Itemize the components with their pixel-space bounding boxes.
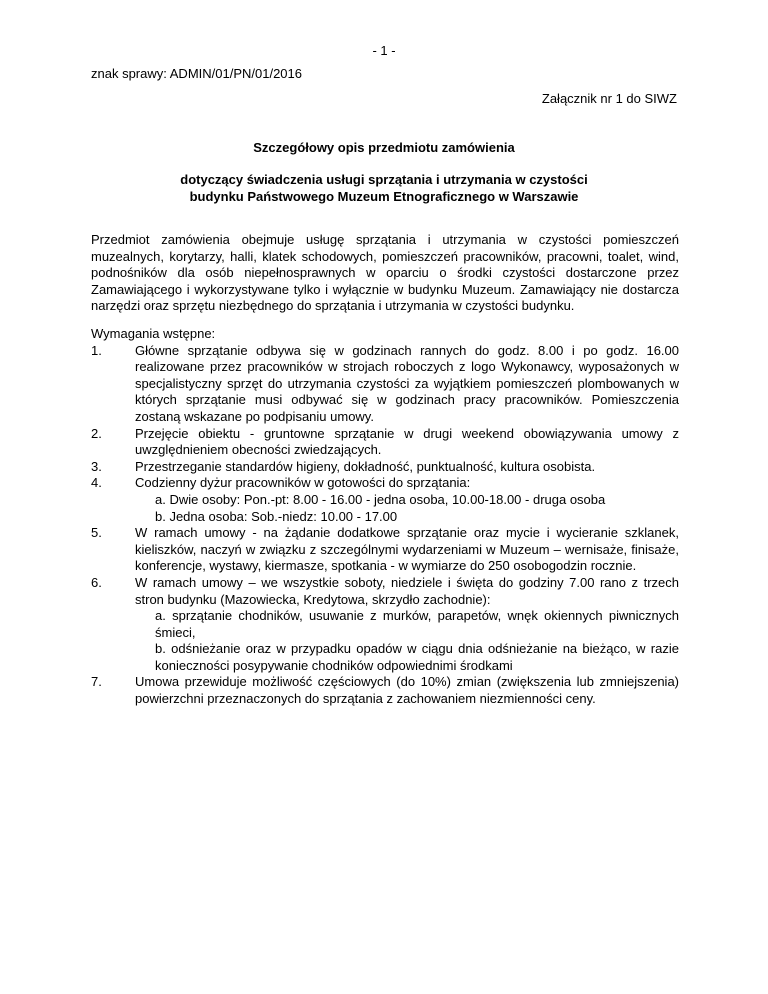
- item-number: 1.: [91, 342, 102, 358]
- item-text: Przejęcie obiektu - gruntowne sprzątanie w drugi weekend obowiązywania umowy z uwzględnieniem obecności zwiedzających.: [135, 425, 679, 458]
- intro-paragraph: Przedmiot zamówienia obejmuje usługę sprzątania i utrzymania w czystości pomieszczeń muzealnych, korytarzy, halli, klatek schodowych, pomieszczeń pracowników, pracowni, toalet, wind, podnośników dla osób niepełnosprawnych w oparciu o środki czystości dostarczone przez Zamawiającego i wykorzystywane tylko i wyłącznie w budynku Muzeum. Zamawiający nie dostarcza narzędzi oraz sprzętu niezbędnego do sprzątania i utrzymania w czystości budynku.: [91, 232, 679, 314]
- item-number: 6.: [91, 574, 102, 590]
- sub-item: b. Jedna osoba: Sob.-niedz: 10.00 - 17.00: [155, 508, 398, 524]
- requirements-heading: Wymagania wstępne:: [91, 326, 216, 341]
- item-text: Umowa przewiduje możliwość częściowych (do 10%) zmian (zwiększenia lub zmniejszenia) powierzchni przeznaczonych do sprzątania z zachowaniem niezmienności ceny.: [135, 674, 679, 707]
- requirements-section: [91, 326, 679, 708]
- case-reference: znak sprawy: ADMIN/01/PN/01/2016: [91, 66, 302, 81]
- item-text: W ramach umowy - na żądanie dodatkowe sprzątanie oraz mycie i wycieranie szklanek, kieliszków, naczyń w związku z szczególnymi wydarzeniami w Muzeum – wernisaże, finisaże, konferencje, wystawy, kiermasze, spotkania - w wymiarze do 250 osobogodzin rocznie.: [135, 525, 679, 574]
- item-number: 5.: [91, 525, 102, 541]
- attachment-label: Załącznik nr 1 do SIWZ: [541, 91, 677, 106]
- subtitle-line: budynku Państwowego Muzeum Etnograficznego w Warszawie: [189, 188, 579, 204]
- item-text: W ramach umowy – we wszystkie soboty, niedziele i święta do godziny 7.00 rano z trzech stron budynku (Mazowiecka, Kredytowa, skrzydło zachodnie):: [135, 574, 679, 607]
- item-text: Codzienny dyżur pracowników w gotowości do sprzątania:: [135, 475, 471, 491]
- item-number: 4.: [91, 475, 102, 491]
- list-item: [91, 525, 679, 575]
- item-text: Główne sprzątanie odbywa się w godzinach rannych do godz. 8.00 i po godz. 16.00 realizowane przez pracowników w strojach roboczych z logo Wykonawcy, wyposażonych w specjalistyczny sprzęt do utrzymania czystości za wyjątkiem pomieszczeń plombowanych w których sprzątanie musi odbywać się w godzinach pracy pracowników. Pomieszczenia zostaną wskazane po podpisaniu umowy.: [135, 342, 679, 424]
- list-item: [91, 674, 679, 707]
- sub-item: a. Dwie osoby: Pon.-pt: 8.00 - 16.00 - jedna osoba, 10.00-18.00 - druga osoba: [155, 491, 606, 507]
- item-number: 7.: [91, 674, 102, 690]
- item-number: 2.: [91, 425, 102, 441]
- item-text: Przestrzeganie standardów higieny, dokładność, punktualność, kultura osobista.: [135, 458, 596, 474]
- sub-item: b. odśnieżanie oraz w przypadku opadów w ciągu dnia odśnieżanie na bieżąco, w razie konieczności posypywanie chodników odpowiednimi środkami: [155, 641, 679, 673]
- subtitle-line: dotyczący świadczenia usługi sprzątania i utrzymania w czystości: [180, 172, 588, 187]
- document-title: Szczegółowy opis przedmiotu zamówienia: [253, 140, 515, 155]
- page-number: - 1 -: [372, 43, 396, 58]
- list-item: [91, 343, 679, 426]
- list-item: [91, 575, 679, 675]
- item-number: 3.: [91, 458, 102, 474]
- requirements-list: [91, 343, 679, 708]
- list-item: [91, 459, 679, 476]
- document-subtitle: [0, 172, 768, 205]
- sub-item: a. sprzątanie chodników, usuwanie z murków, parapetów, wnęk okiennych piwnicznych śmieci,: [155, 608, 679, 640]
- list-item: [91, 475, 679, 525]
- list-item: [91, 426, 679, 459]
